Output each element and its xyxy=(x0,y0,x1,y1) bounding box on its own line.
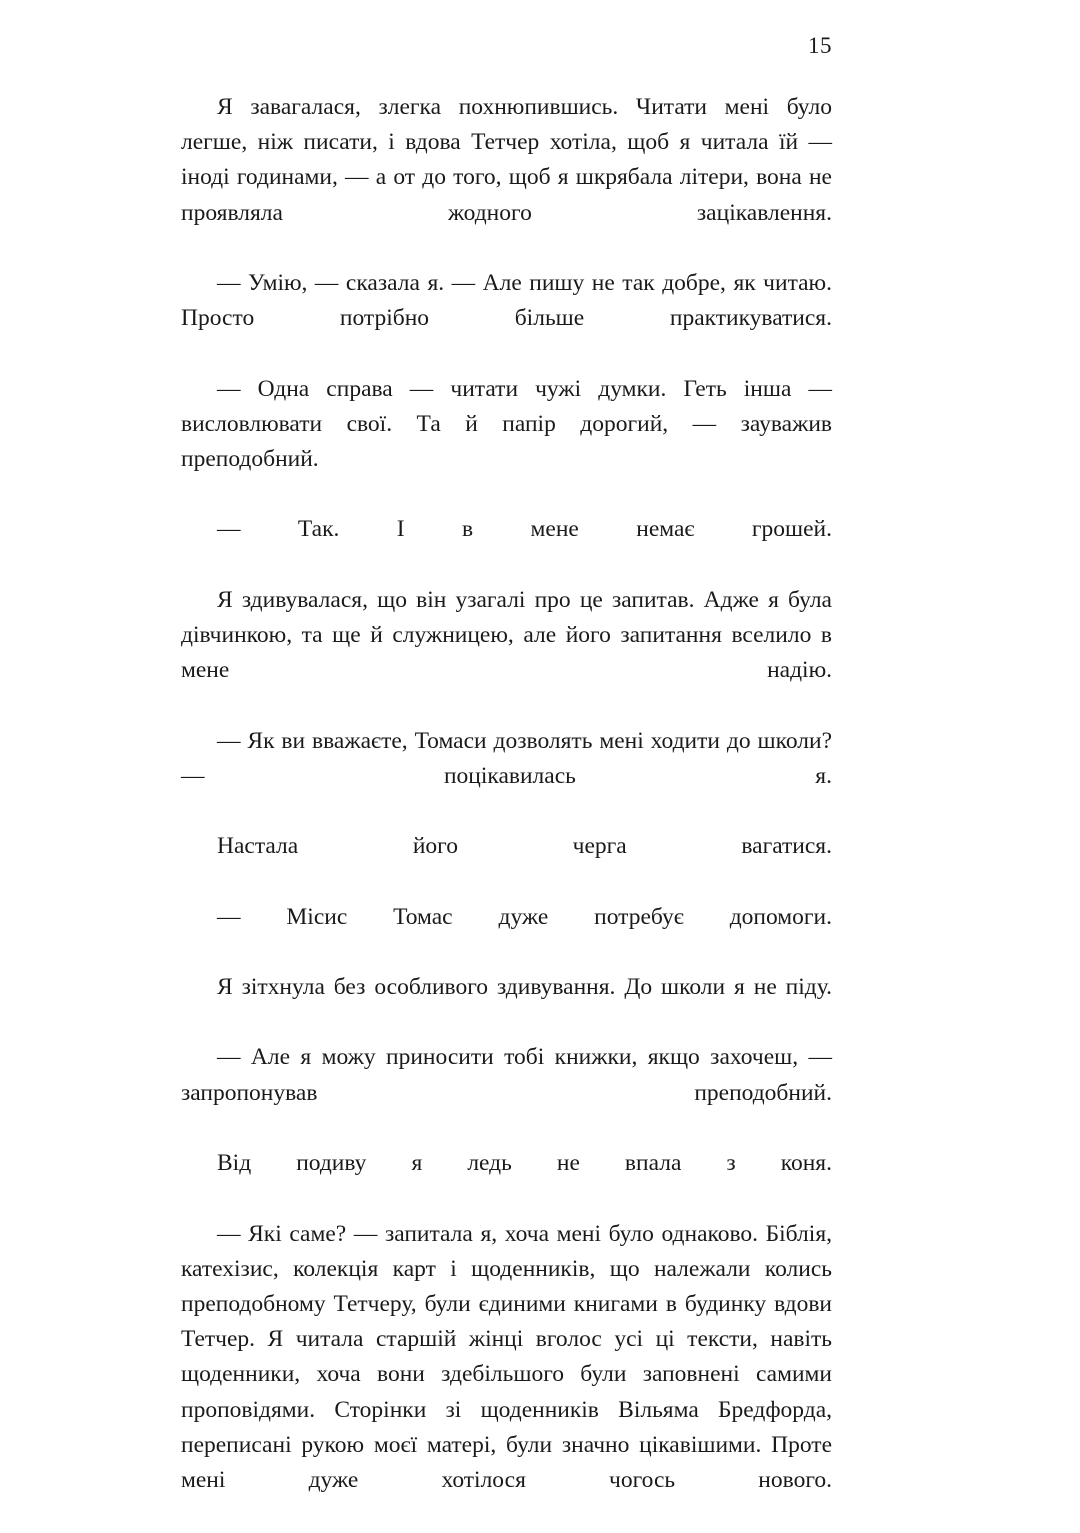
paragraph: — Які саме? — запитала я, хоча мені було однаково. Біблія, катехізис, колекція карт і щоденників, що належали колись преподобному Тетчеру, були єдиними книгами в будинку вдови Тетчер. Я читала старшій жінці вголос усі ці тексти, навіть щоденники, хоча вони здебільшого були заповнені самими проповідями. Сторінки зі щоденників Вільяма Бредфорда, переписані рукою моєї матері, були значно цікавішими. Проте мені дуже хотілося чогось нового. xyxy=(181,1217,832,1533)
paragraph: Настала його черга вагатися. xyxy=(181,829,832,899)
paragraph: — Одна справа — читати чужі думки. Геть інша — висловлювати свої. Та й папір дорогий, — зауважив преподобний. xyxy=(181,372,832,513)
paragraph: Я зітхнула без особливого здивування. До школи я не піду. xyxy=(181,970,832,1040)
page-number: 15 xyxy=(808,34,832,57)
paragraph: — Місис Томас дуже потребує допомоги. xyxy=(181,900,832,970)
paragraph: Від подиву я ледь не впала з коня. xyxy=(181,1146,832,1216)
paragraph: — Умію, — сказала я. — Але пишу не так добре, як читаю. Просто потрібно більше практикуватися. xyxy=(181,266,832,372)
paragraph: — Так. І в мене немає грошей. xyxy=(181,512,832,582)
body-text-block xyxy=(181,90,832,1533)
folio-row xyxy=(181,34,832,58)
paragraph: — Як ви вважаєте, Томаси дозволять мені ходити до школи? — поцікавилась я. xyxy=(181,724,832,830)
paragraph: Я завагалася, злегка похнюпившись. Читати мені було легше, ніж писати, і вдова Тетчер хотіла, щоб я читала їй — іноді годинами, — а от до того, щоб я шкрябала літери, вона не проявляла жодного зацікавлення. xyxy=(181,90,832,266)
paragraph: Я здивувалася, що він узагалі про це запитав. Адже я була дівчинкою, та ще й служницею, але його запитання вселило в мене надію. xyxy=(181,583,832,724)
paragraph: — Але я можу приносити тобі книжки, якщо захочеш, — запропонував преподобний. xyxy=(181,1040,832,1146)
